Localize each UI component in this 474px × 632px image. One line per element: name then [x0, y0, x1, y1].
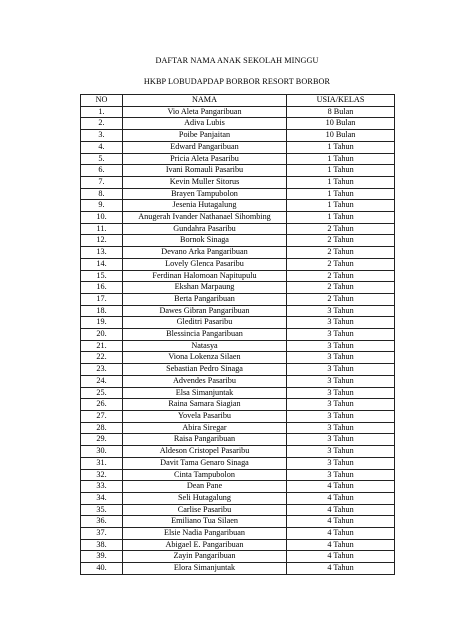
student-name: Devano Arka Pangaribuan: [123, 247, 287, 259]
student-age-class: 1 Tahun: [287, 141, 395, 153]
student-name: Abira Siregar: [123, 422, 287, 434]
student-age-class: 4 Tahun: [287, 539, 395, 551]
table-row: [81, 481, 395, 493]
table-row: [81, 563, 395, 575]
row-number: 31.: [81, 457, 123, 469]
table-row: [81, 118, 395, 130]
student-age-class: 4 Tahun: [287, 563, 395, 575]
table-row: [81, 141, 395, 153]
table-row: [81, 375, 395, 387]
row-number: 32.: [81, 469, 123, 481]
row-number: 29.: [81, 434, 123, 446]
row-number: 22.: [81, 352, 123, 364]
table-row: [81, 153, 395, 165]
student-age-class: 2 Tahun: [287, 223, 395, 235]
student-age-class: 3 Tahun: [287, 410, 395, 422]
student-name: Seli Hutagalung: [123, 492, 287, 504]
student-name: Gleditri Pasaribu: [123, 317, 287, 329]
table-row: [81, 469, 395, 481]
student-name: Zayin Pangaribuan: [123, 551, 287, 563]
student-name: Dawes Gibran Pangaribuan: [123, 305, 287, 317]
student-name: Pricia Aleta Pasaribu: [123, 153, 287, 165]
table-row: [81, 457, 395, 469]
student-name: Raina Samara Siagian: [123, 399, 287, 411]
student-name: Aldeson Cristopel Pasaribu: [123, 446, 287, 458]
student-name: Poibe Panjaitan: [123, 130, 287, 142]
student-name: Viona Lokenza Silaen: [123, 352, 287, 364]
row-number: 6.: [81, 165, 123, 177]
student-name: Kevin Muller Sitorus: [123, 176, 287, 188]
column-header-no: NO: [81, 95, 123, 107]
row-number: 16.: [81, 282, 123, 294]
student-age-class: 10 Bulan: [287, 130, 395, 142]
student-name: Abigael E. Pangaribuan: [123, 539, 287, 551]
row-number: 14.: [81, 258, 123, 270]
student-age-class: 1 Tahun: [287, 165, 395, 177]
student-age-class: 3 Tahun: [287, 305, 395, 317]
table-row: [81, 317, 395, 329]
table-row: [81, 340, 395, 352]
student-name: Elsie Nadia Pangaribuan: [123, 528, 287, 540]
student-name: Anugerah Ivander Nathanael Sihombing: [123, 212, 287, 224]
student-age-class: 2 Tahun: [287, 293, 395, 305]
row-number: 38.: [81, 539, 123, 551]
table-row: [81, 293, 395, 305]
student-age-class: 3 Tahun: [287, 434, 395, 446]
table-row: [81, 329, 395, 341]
student-name: Raisa Pangaribuan: [123, 434, 287, 446]
row-number: 18.: [81, 305, 123, 317]
row-number: 40.: [81, 563, 123, 575]
student-age-class: 3 Tahun: [287, 399, 395, 411]
table-row: [81, 200, 395, 212]
table-row: [81, 422, 395, 434]
student-name: Advendes Pasaribu: [123, 375, 287, 387]
table-row: [81, 516, 395, 528]
table-row: [81, 364, 395, 376]
student-age-class: 4 Tahun: [287, 504, 395, 516]
row-number: 35.: [81, 504, 123, 516]
row-number: 3.: [81, 130, 123, 142]
row-number: 24.: [81, 375, 123, 387]
table-row: [81, 235, 395, 247]
row-number: 8.: [81, 188, 123, 200]
table-row: [81, 504, 395, 516]
row-number: 26.: [81, 399, 123, 411]
student-age-class: 3 Tahun: [287, 422, 395, 434]
student-age-class: 4 Tahun: [287, 516, 395, 528]
table-row: [81, 258, 395, 270]
student-age-class: 3 Tahun: [287, 340, 395, 352]
document-title: DAFTAR NAMA ANAK SEKOLAH MINGGU: [155, 56, 319, 65]
row-number: 20.: [81, 329, 123, 341]
student-age-class: 2 Tahun: [287, 258, 395, 270]
table-row: [81, 528, 395, 540]
student-name: Adiva Lubis: [123, 118, 287, 130]
student-name: Ivani Romauli Pasaribu: [123, 165, 287, 177]
student-age-class: 4 Tahun: [287, 528, 395, 540]
student-age-class: 2 Tahun: [287, 270, 395, 282]
row-number: 4.: [81, 141, 123, 153]
student-name: Bornok Sinaga: [123, 235, 287, 247]
row-number: 25.: [81, 387, 123, 399]
table-row: [81, 387, 395, 399]
student-age-class: 4 Tahun: [287, 492, 395, 504]
row-number: 10.: [81, 212, 123, 224]
table-row: [81, 446, 395, 458]
document-subtitle: HKBP LOBUDAPDAP BORBOR RESORT BORBOR: [143, 77, 331, 86]
table-row: [81, 247, 395, 259]
student-age-class: 4 Tahun: [287, 551, 395, 563]
student-age-class: 1 Tahun: [287, 153, 395, 165]
table-row: [81, 130, 395, 142]
column-header-age: USIA/KELAS: [287, 95, 395, 107]
row-number: 2.: [81, 118, 123, 130]
table-row: [81, 188, 395, 200]
student-name: Ferdinan Halomoan Napitupulu: [123, 270, 287, 282]
row-number: 30.: [81, 446, 123, 458]
row-number: 7.: [81, 176, 123, 188]
table-row: [81, 434, 395, 446]
row-number: 19.: [81, 317, 123, 329]
student-age-class: 2 Tahun: [287, 282, 395, 294]
table-row: [81, 551, 395, 563]
table-header-row: [81, 95, 395, 107]
student-name: Gundahra Pasaribu: [123, 223, 287, 235]
table-row: [81, 212, 395, 224]
student-name: Davit Tama Genaro Sinaga: [123, 457, 287, 469]
row-number: 11.: [81, 223, 123, 235]
row-number: 5.: [81, 153, 123, 165]
student-age-class: 3 Tahun: [287, 457, 395, 469]
student-name: Edward Pangaribuan: [123, 141, 287, 153]
table-row: [81, 270, 395, 282]
student-age-class: 3 Tahun: [287, 352, 395, 364]
student-name: Vio Aleta Pangaribuan: [123, 106, 287, 118]
row-number: 37.: [81, 528, 123, 540]
student-age-class: 3 Tahun: [287, 387, 395, 399]
student-age-class: 2 Tahun: [287, 247, 395, 259]
student-age-class: 3 Tahun: [287, 375, 395, 387]
table-row: [81, 352, 395, 364]
student-age-class: 1 Tahun: [287, 188, 395, 200]
row-number: 9.: [81, 200, 123, 212]
row-number: 27.: [81, 410, 123, 422]
student-name: Cinta Tampubolon: [123, 469, 287, 481]
row-number: 33.: [81, 481, 123, 493]
row-number: 34.: [81, 492, 123, 504]
student-name: Blessincia Pangaribuan: [123, 329, 287, 341]
row-number: 36.: [81, 516, 123, 528]
student-name: Dean Pane: [123, 481, 287, 493]
student-age-class: 1 Tahun: [287, 200, 395, 212]
table-row: [81, 305, 395, 317]
table-row: [81, 223, 395, 235]
table-row: [81, 282, 395, 294]
student-age-class: 4 Tahun: [287, 481, 395, 493]
student-age-class: 3 Tahun: [287, 329, 395, 341]
row-number: 13.: [81, 247, 123, 259]
student-name: Berta Pangaribuan: [123, 293, 287, 305]
student-name: Elora Simanjuntak: [123, 563, 287, 575]
table-row: [81, 492, 395, 504]
student-age-class: 1 Tahun: [287, 176, 395, 188]
student-name: Jesenia Hutagalung: [123, 200, 287, 212]
student-age-class: 10 Bulan: [287, 118, 395, 130]
student-name: Yovela Pasaribu: [123, 410, 287, 422]
student-name: Ekshan Marpaung: [123, 282, 287, 294]
student-name: Brayen Tampubolon: [123, 188, 287, 200]
student-age-class: 2 Tahun: [287, 235, 395, 247]
table-row: [81, 410, 395, 422]
row-number: 21.: [81, 340, 123, 352]
row-number: 12.: [81, 235, 123, 247]
student-name: Emiliano Tua Silaen: [123, 516, 287, 528]
student-age-class: 8 Bulan: [287, 106, 395, 118]
student-name: Lovely Glenca Pasaribu: [123, 258, 287, 270]
row-number: 1.: [81, 106, 123, 118]
table-row: [81, 539, 395, 551]
student-age-class: 3 Tahun: [287, 446, 395, 458]
row-number: 28.: [81, 422, 123, 434]
student-age-class: 3 Tahun: [287, 364, 395, 376]
student-table: [80, 94, 395, 575]
row-number: 23.: [81, 364, 123, 376]
student-age-class: 1 Tahun: [287, 212, 395, 224]
table-row: [81, 165, 395, 177]
row-number: 15.: [81, 270, 123, 282]
student-age-class: 3 Tahun: [287, 469, 395, 481]
student-age-class: 3 Tahun: [287, 317, 395, 329]
row-number: 17.: [81, 293, 123, 305]
row-number: 39.: [81, 551, 123, 563]
student-name: Natasya: [123, 340, 287, 352]
student-name: Sebastian Pedro Sinaga: [123, 364, 287, 376]
column-header-name: NAMA: [123, 95, 287, 107]
table-row: [81, 399, 395, 411]
student-name: Carlise Pasaribu: [123, 504, 287, 516]
table-body: [81, 106, 395, 574]
table-row: [81, 176, 395, 188]
table-row: [81, 106, 395, 118]
student-name: Elsa Simanjuntak: [123, 387, 287, 399]
